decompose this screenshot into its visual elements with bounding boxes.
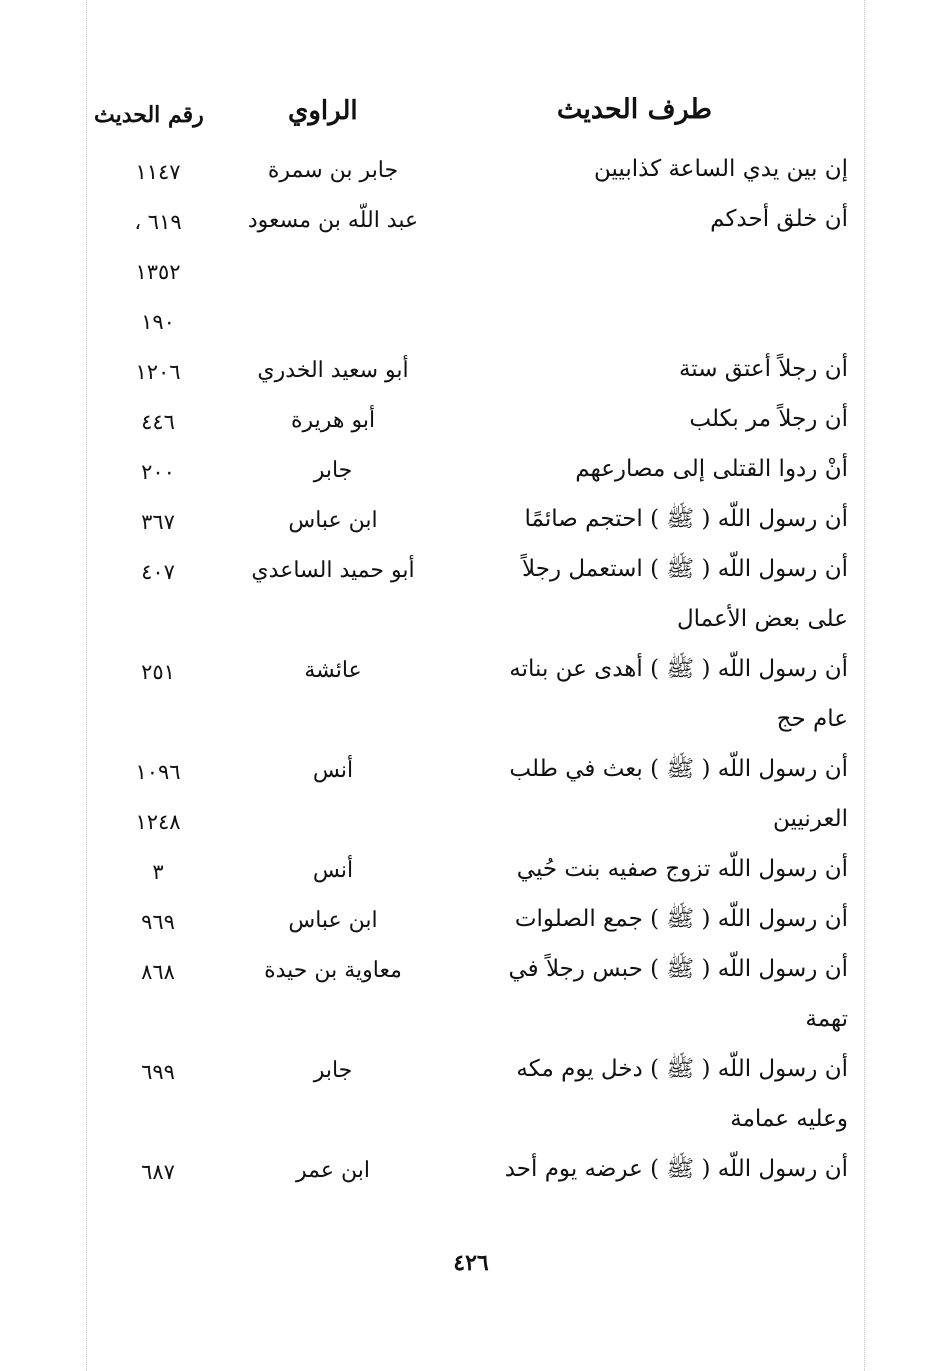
narrator: أبو سعيد الخدري xyxy=(257,358,409,383)
table-row xyxy=(0,198,942,248)
hadith-number: ٦١٩ ، xyxy=(134,210,182,234)
table-row xyxy=(0,648,942,698)
hadith-text: أن رسول اللّه ( ﷺ ) استعمل رجلاً xyxy=(522,556,848,582)
table-row xyxy=(0,898,942,948)
hadith-text: أن رسول اللّه ( ﷺ ) جمع الصلوات xyxy=(514,906,848,932)
narrator: ابن عمر xyxy=(296,1158,370,1183)
narrator: عبد اللّه بن مسعود xyxy=(247,208,419,233)
hadith-number: ١٠٩٦ xyxy=(135,760,181,784)
hadith-number: ١٢٠٦ xyxy=(135,360,181,384)
hadith-number: ٨٦٨ xyxy=(141,960,175,984)
table-row xyxy=(0,848,942,898)
table-row xyxy=(0,1048,942,1098)
table-row xyxy=(0,148,942,198)
table-row xyxy=(0,398,942,448)
hadith-index-table xyxy=(0,148,942,1198)
hadith-text: إن بين يدي الساعة كذابيين xyxy=(593,156,848,182)
hadith-text: أن رسول اللّه ( ﷺ ) أهدى عن بناته xyxy=(509,656,848,682)
header-hadith-text: طرف الحديث xyxy=(556,94,712,125)
hadith-number: ٤٤٦ xyxy=(141,410,175,434)
hadith-text: عام حج xyxy=(776,706,848,732)
page-number: ٤٢٦ xyxy=(453,1250,489,1276)
hadith-text: العرنيين xyxy=(773,806,848,832)
header-narrator: الراوي xyxy=(288,96,358,126)
narrator: ابن عباس xyxy=(288,508,378,533)
hadith-number: ١٩٠ xyxy=(141,310,175,334)
narrator: أبو هريرة xyxy=(290,408,376,433)
table-row xyxy=(0,298,942,348)
narrator: أبو حميد الساعدي xyxy=(251,558,415,583)
narrator: ابن عباس xyxy=(288,908,378,933)
narrator: معاوية بن حيدة xyxy=(264,958,402,983)
hadith-number: ١٣٥٢ xyxy=(135,260,181,284)
table-header xyxy=(0,86,942,130)
hadith-number: ١٢٤٨ xyxy=(135,810,181,834)
narrator: جابر xyxy=(313,1058,353,1083)
hadith-number: ٦٨٧ xyxy=(141,1160,175,1184)
hadith-number: ٣٦٧ xyxy=(141,510,175,534)
table-row xyxy=(0,948,942,998)
hadith-text: أن رجلاً أعتق ستة xyxy=(678,356,848,382)
hadith-text: وعليه عمامة xyxy=(730,1106,848,1132)
hadith-number: ٦٩٩ xyxy=(141,1060,175,1084)
hadith-text: أن خلق أحدكم xyxy=(710,206,848,232)
table-row xyxy=(0,548,942,598)
table-row xyxy=(0,498,942,548)
hadith-text: أنْ ردوا القتلى إلى مصارعهم xyxy=(575,456,848,482)
hadith-number: ١١٤٧ xyxy=(135,160,181,184)
table-row xyxy=(0,1098,942,1148)
hadith-text: على بعض الأعمال xyxy=(676,606,848,632)
table-row xyxy=(0,698,942,748)
hadith-number: ٤٠٧ xyxy=(141,560,175,584)
narrator: أنس xyxy=(312,858,354,883)
hadith-number: ٢٥١ xyxy=(141,660,175,684)
table-row xyxy=(0,998,942,1048)
hadith-text: أن رسول اللّه ( ﷺ ) حبس رجلاً في xyxy=(508,956,848,982)
narrator: جابر بن سمرة xyxy=(267,158,399,183)
hadith-text: أن رسول اللّه ( ﷺ ) عرضه يوم أحد xyxy=(504,1156,848,1182)
hadith-text: تهمة xyxy=(805,1006,848,1032)
narrator: أنس xyxy=(312,758,354,783)
hadith-number: ٢٠٠ xyxy=(141,460,175,484)
hadith-number: ٩٦٩ xyxy=(141,910,175,934)
hadith-text: أن رسول اللّه تزوج صفيه بنت حُيي xyxy=(516,856,848,882)
hadith-text: أن رسول اللّه ( ﷺ ) بعث في طلب xyxy=(509,756,848,782)
hadith-text: أن رسول اللّه ( ﷺ ) دخل يوم مكه xyxy=(516,1056,848,1082)
table-row xyxy=(0,798,942,848)
hadith-text: أن رسول اللّه ( ﷺ ) احتجم صائمًا xyxy=(524,506,848,532)
table-row xyxy=(0,1148,942,1198)
narrator: عائشة xyxy=(304,658,362,683)
narrator: جابر xyxy=(313,458,353,483)
table-row xyxy=(0,248,942,298)
header-hadith-number: رقم الحديث xyxy=(94,102,204,128)
table-row xyxy=(0,748,942,798)
table-row xyxy=(0,598,942,648)
table-row xyxy=(0,348,942,398)
hadith-number: ٣ xyxy=(152,860,164,884)
table-row xyxy=(0,448,942,498)
hadith-text: أن رجلاً مر بكلب xyxy=(689,406,848,432)
